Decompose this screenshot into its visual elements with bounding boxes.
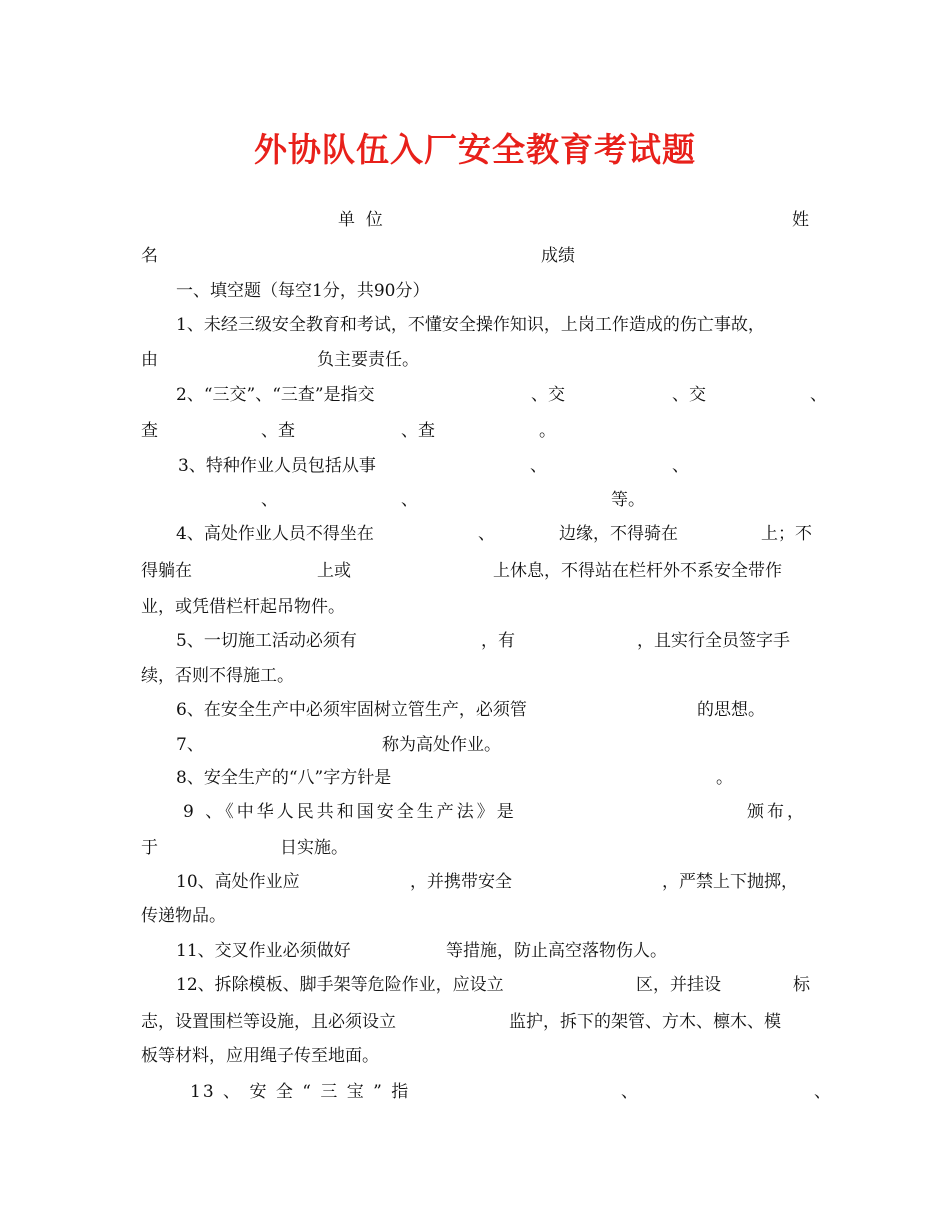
- question-3-line-1c: 、: [672, 456, 689, 476]
- question-11b: 等措施，防止高空落物伤人。: [446, 941, 667, 961]
- question-5-line-1a: 5、一切施工活动必须有: [176, 631, 357, 651]
- question-2-line-1c: 、交: [672, 385, 706, 405]
- question-5-line-2: 续，否则不得施工。: [141, 666, 294, 686]
- question-1-line-1: 1、未经三级安全教育和考试，不懂安全操作知识，上岗工作造成的伤亡事故，: [176, 315, 765, 335]
- question-12-line-2a: 志，设置围栏等设施，且必须设立: [141, 1012, 396, 1032]
- question-10-line-1a: 10、高处作业应: [176, 872, 300, 892]
- question-2-line-1b: 、交: [531, 385, 565, 405]
- question-8a: 8、安全生产的“八”字方针是: [176, 768, 392, 788]
- question-12-line-1a: 12、拆除模板、脚手架等危险作业，应设立: [176, 975, 504, 995]
- question-4-line-2a: 得躺在: [141, 561, 192, 581]
- question-2-line-2a: 查: [141, 421, 158, 441]
- surname-label-part2: 名: [141, 246, 158, 266]
- question-6b: 的思想。: [697, 700, 765, 720]
- question-2-line-1d: 、: [810, 385, 827, 405]
- question-3-line-2c: 等。: [611, 490, 645, 510]
- page-title: 外协队伍入厂安全教育考试题: [254, 130, 696, 169]
- question-4-line-1c: 边缘，不得骑在: [559, 524, 678, 544]
- question-4-line-1d: 上；不: [761, 524, 812, 544]
- section-heading: 一、填空题（每空1分，共90分）: [176, 281, 430, 301]
- question-4-line-2c: 上休息，不得站在栏杆外不系安全带作: [493, 561, 782, 581]
- question-9-line-2a: 于: [141, 838, 158, 858]
- question-13a: 13 、 安 全 “ 三 宝 ” 指: [190, 1082, 411, 1102]
- question-10-line-2: 传递物品。: [141, 906, 226, 926]
- surname-label-part1: 姓: [792, 210, 809, 230]
- question-9-line-2b: 日实施。: [280, 838, 348, 858]
- question-13b: 、: [621, 1082, 638, 1102]
- score-label: 成绩: [541, 246, 575, 266]
- question-2-line-2c: 、查: [401, 421, 435, 441]
- question-12-line-2b: 监护，拆下的架管、方木、檩木、模: [509, 1012, 781, 1032]
- question-5-line-1c: ，且实行全员签字手: [637, 631, 790, 651]
- question-3-line-1b: 、: [530, 456, 547, 476]
- question-10-line-1c: ，严禁上下抛掷，: [662, 872, 798, 892]
- question-12-line-3: 板等材料，应用绳子传至地面。: [141, 1046, 379, 1066]
- question-4-line-2b: 上或: [317, 561, 351, 581]
- question-4-line-3: 业，或凭借栏杆起吊物件。: [141, 597, 345, 617]
- question-8b: 。: [716, 768, 733, 788]
- question-4-line-1a: 4、高处作业人员不得坐在: [176, 524, 374, 544]
- question-1-line-2b: 负主要责任。: [317, 350, 419, 370]
- question-9-line-1a: 9 、《中华人民共和国安全生产法》是: [183, 802, 517, 822]
- question-3-line-2a: 、: [261, 490, 278, 510]
- question-9-line-1b: 颁布，: [747, 802, 807, 822]
- question-7a: 7、: [176, 735, 204, 755]
- question-3-line-2b: 、: [401, 490, 418, 510]
- question-7b: 称为高处作业。: [382, 735, 501, 755]
- question-1-line-2a: 由: [141, 350, 158, 370]
- question-4-line-1b: 、: [478, 524, 495, 544]
- question-2-line-2d: 。: [539, 421, 556, 441]
- unit-label: 单 位: [338, 210, 383, 230]
- question-3-line-1a: 3、特种作业人员包括从事: [178, 456, 376, 476]
- question-6a: 6、在安全生产中必须牢固树立管生产，必须管: [176, 700, 527, 720]
- question-2-line-2b: 、查: [261, 421, 295, 441]
- question-11a: 11、交叉作业必须做好: [176, 941, 351, 961]
- question-5-line-1b: ，有: [481, 631, 515, 651]
- question-12-line-1c: 标: [793, 975, 810, 995]
- question-2-line-1a: 2、“三交”、“三查”是指交: [176, 385, 375, 405]
- question-10-line-1b: ，并携带安全: [410, 872, 512, 892]
- question-12-line-1b: 区，并挂设: [636, 975, 721, 995]
- question-13c: 、: [814, 1082, 831, 1102]
